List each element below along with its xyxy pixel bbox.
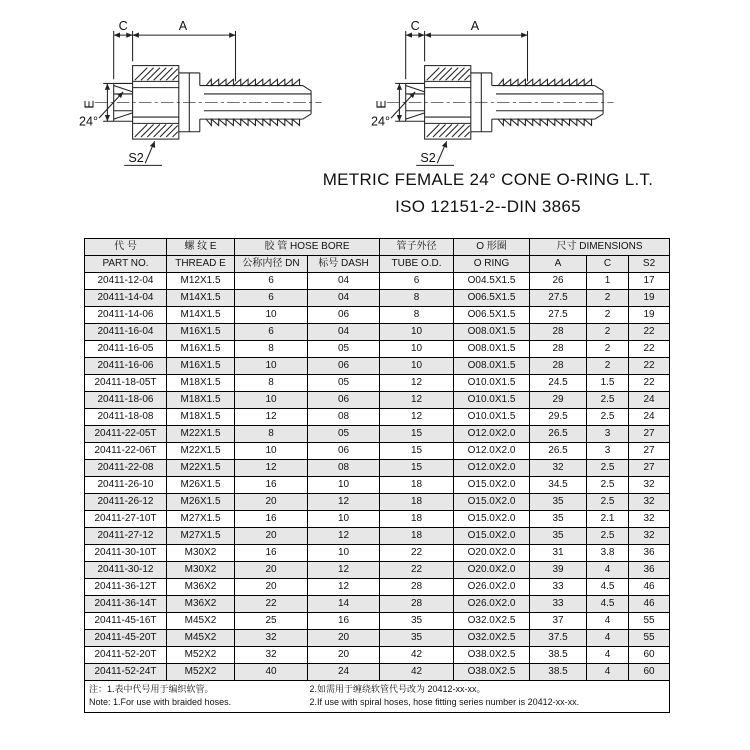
table-row bbox=[85, 358, 670, 375]
table-cell: 37 bbox=[530, 613, 587, 630]
table-cell: 29.5 bbox=[530, 409, 587, 426]
table-cell: M45X2 bbox=[167, 630, 235, 647]
table-row bbox=[85, 307, 670, 324]
table-cell: M16X1.5 bbox=[167, 324, 235, 341]
table-cell: 6 bbox=[235, 273, 308, 290]
table-cell: 20411-52-20T bbox=[85, 647, 167, 664]
table-cell: 32 bbox=[629, 511, 670, 528]
table-cell: M22X1.5 bbox=[167, 426, 235, 443]
table-cell: 27 bbox=[629, 460, 670, 477]
col-header-o-ring-cn: O 形圈 bbox=[454, 239, 530, 256]
table-cell: 06 bbox=[308, 392, 380, 409]
col-header-a: A bbox=[530, 256, 587, 273]
table-cell: M18X1.5 bbox=[167, 375, 235, 392]
table-cell: 10 bbox=[235, 358, 308, 375]
page-subtitle: ISO 12151-2--DIN 3865 bbox=[395, 197, 581, 216]
col-header-hose-bore: 胶 管 HOSE BORE bbox=[235, 239, 380, 256]
table-row bbox=[85, 579, 670, 596]
table-cell: 04 bbox=[308, 290, 380, 307]
table-cell: 35 bbox=[380, 613, 454, 630]
table-cell: 20411-30-12 bbox=[85, 562, 167, 579]
table-cell: 12 bbox=[308, 528, 380, 545]
table-cell: 27.5 bbox=[530, 307, 587, 324]
col-header-thread-cn: 螺 纹 E bbox=[167, 239, 235, 256]
table-cell: 2.1 bbox=[587, 511, 629, 528]
table-cell: 55 bbox=[629, 613, 670, 630]
table-row bbox=[85, 647, 670, 664]
table-cell: 60 bbox=[629, 647, 670, 664]
table-cell: 20411-45-20T bbox=[85, 630, 167, 647]
table-cell: 20411-52-24T bbox=[85, 664, 167, 681]
table-cell: M16X1.5 bbox=[167, 341, 235, 358]
header-row-cn bbox=[85, 239, 670, 256]
table-cell: 19 bbox=[629, 307, 670, 324]
table-cell: M27X1.5 bbox=[167, 511, 235, 528]
table-cell: 17 bbox=[629, 273, 670, 290]
table-cell: M26X1.5 bbox=[167, 477, 235, 494]
table-body bbox=[85, 273, 670, 681]
table-cell: 04 bbox=[308, 324, 380, 341]
header-row-en bbox=[85, 256, 670, 273]
table-cell: 22 bbox=[380, 562, 454, 579]
table-row bbox=[85, 375, 670, 392]
table-cell: 1 bbox=[587, 273, 629, 290]
table-cell: 46 bbox=[629, 579, 670, 596]
table-cell: 15 bbox=[380, 426, 454, 443]
table-cell: 2.5 bbox=[587, 392, 629, 409]
table-cell: 22 bbox=[629, 324, 670, 341]
table-cell: 2 bbox=[587, 307, 629, 324]
table-cell: 36 bbox=[629, 562, 670, 579]
angle-label: 24° bbox=[371, 114, 391, 129]
table-cell: 4 bbox=[587, 647, 629, 664]
table-row bbox=[85, 664, 670, 681]
table-cell: O10.0X1.5 bbox=[454, 392, 530, 409]
table-cell: 55 bbox=[629, 630, 670, 647]
table-cell: 20411-12-04 bbox=[85, 273, 167, 290]
table-cell: 20411-14-06 bbox=[85, 307, 167, 324]
table-cell: 1.5 bbox=[587, 375, 629, 392]
table-cell: O20.0X2.0 bbox=[454, 562, 530, 579]
table-cell: M30X2 bbox=[167, 545, 235, 562]
table-cell: 42 bbox=[380, 664, 454, 681]
table-cell: 29 bbox=[530, 392, 587, 409]
table-cell: 18 bbox=[380, 528, 454, 545]
table-cell: O26.0X2.0 bbox=[454, 596, 530, 613]
note-line-cn bbox=[89, 683, 665, 696]
table-cell: O08.0X1.5 bbox=[454, 324, 530, 341]
table-cell: 35 bbox=[380, 630, 454, 647]
table-cell: 27 bbox=[629, 426, 670, 443]
table-cell: O38.0X2.5 bbox=[454, 647, 530, 664]
table-cell: M52X2 bbox=[167, 647, 235, 664]
table-cell: O15.0X2.0 bbox=[454, 511, 530, 528]
table-cell: 20411-18-08 bbox=[85, 409, 167, 426]
table-cell: 24 bbox=[629, 409, 670, 426]
table-cell: 10 bbox=[308, 545, 380, 562]
table-cell: 16 bbox=[235, 477, 308, 494]
parts-table bbox=[84, 238, 670, 713]
table-cell: 20411-18-05T bbox=[85, 375, 167, 392]
table-cell: 6 bbox=[235, 290, 308, 307]
col-header-s2: S2 bbox=[629, 256, 670, 273]
table-cell: O04.5X1.5 bbox=[454, 273, 530, 290]
table-cell: 20411-16-05 bbox=[85, 341, 167, 358]
table-cell: 18 bbox=[380, 477, 454, 494]
table-cell: M30X2 bbox=[167, 562, 235, 579]
table-cell: 18 bbox=[380, 494, 454, 511]
table-cell: 28 bbox=[530, 358, 587, 375]
table-cell: 27 bbox=[629, 443, 670, 460]
table-cell: 12 bbox=[308, 579, 380, 596]
table-cell: 2 bbox=[587, 341, 629, 358]
dim-label-a: A bbox=[470, 18, 480, 33]
table-cell: 3.8 bbox=[587, 545, 629, 562]
title-block bbox=[224, 170, 750, 224]
table-cell: 06 bbox=[308, 307, 380, 324]
table-cell: 12 bbox=[380, 409, 454, 426]
table-cell: 2 bbox=[587, 290, 629, 307]
table-cell: 35 bbox=[530, 494, 587, 511]
table-cell: 32 bbox=[629, 528, 670, 545]
table-cell: 2 bbox=[587, 358, 629, 375]
table-cell: O12.0X2.0 bbox=[454, 426, 530, 443]
note-en-1: Note: 1.For use with braided hoses. bbox=[89, 697, 232, 707]
table-cell: 3 bbox=[587, 443, 629, 460]
table-cell: 24.5 bbox=[530, 375, 587, 392]
table-cell: 20411-27-12 bbox=[85, 528, 167, 545]
table-cell: M18X1.5 bbox=[167, 409, 235, 426]
table-cell: 8 bbox=[235, 375, 308, 392]
table-cell: 10 bbox=[380, 358, 454, 375]
table-row bbox=[85, 630, 670, 647]
table-cell: 05 bbox=[308, 426, 380, 443]
table-row bbox=[85, 460, 670, 477]
table-cell: 08 bbox=[308, 460, 380, 477]
table-cell: 39 bbox=[530, 562, 587, 579]
table-cell: 20411-22-08 bbox=[85, 460, 167, 477]
table-cell: 32 bbox=[235, 647, 308, 664]
table-cell: 2.5 bbox=[587, 477, 629, 494]
table-cell: 20411-18-06 bbox=[85, 392, 167, 409]
table-cell: 26 bbox=[530, 273, 587, 290]
table-cell: 20 bbox=[308, 647, 380, 664]
table-cell: 28 bbox=[380, 596, 454, 613]
table-cell: O38.0X2.5 bbox=[454, 664, 530, 681]
table-cell: O15.0X2.0 bbox=[454, 477, 530, 494]
table-cell: 28 bbox=[380, 579, 454, 596]
table-cell: 8 bbox=[235, 426, 308, 443]
table-cell: 2.5 bbox=[587, 409, 629, 426]
table-cell: M27X1.5 bbox=[167, 528, 235, 545]
table-cell: 20411-26-12 bbox=[85, 494, 167, 511]
table-cell: O10.0X1.5 bbox=[454, 375, 530, 392]
table-cell: M22X1.5 bbox=[167, 443, 235, 460]
table-row bbox=[85, 324, 670, 341]
table-cell: 10 bbox=[308, 477, 380, 494]
table-cell: 20411-36-14T bbox=[85, 596, 167, 613]
table-cell: 24 bbox=[629, 392, 670, 409]
table-cell: O12.0X2.0 bbox=[454, 443, 530, 460]
table-cell: 32 bbox=[530, 460, 587, 477]
table-cell: 2.5 bbox=[587, 528, 629, 545]
dim-label-s2: S2 bbox=[420, 151, 436, 166]
table-cell: 20411-16-04 bbox=[85, 324, 167, 341]
table-row bbox=[85, 562, 670, 579]
table-cell: 32 bbox=[235, 630, 308, 647]
table-cell: 40 bbox=[235, 664, 308, 681]
table-cell: 26.5 bbox=[530, 443, 587, 460]
table-cell: 22 bbox=[380, 545, 454, 562]
table-cell: O15.0X2.0 bbox=[454, 494, 530, 511]
table-row bbox=[85, 494, 670, 511]
table-cell: 35 bbox=[530, 528, 587, 545]
table-cell: 16 bbox=[235, 511, 308, 528]
dim-label-e: E bbox=[82, 100, 97, 109]
dim-label-a: A bbox=[178, 18, 188, 33]
note-line-en bbox=[89, 696, 665, 709]
table-cell: 12 bbox=[235, 460, 308, 477]
table-cell: O20.0X2.0 bbox=[454, 545, 530, 562]
table-cell: 20 bbox=[235, 579, 308, 596]
table-cell: 24 bbox=[308, 664, 380, 681]
table-row bbox=[85, 409, 670, 426]
table-cell: 05 bbox=[308, 375, 380, 392]
table-cell: 12 bbox=[380, 375, 454, 392]
table-cell: O12.0X2.0 bbox=[454, 460, 530, 477]
table-row bbox=[85, 511, 670, 528]
table-cell: 38.5 bbox=[530, 664, 587, 681]
table-cell: 4.5 bbox=[587, 596, 629, 613]
table-cell: 12 bbox=[380, 392, 454, 409]
table-cell: 8 bbox=[380, 290, 454, 307]
table-cell: 20411-22-06T bbox=[85, 443, 167, 460]
table-cell: 10 bbox=[380, 341, 454, 358]
table-cell: M52X2 bbox=[167, 664, 235, 681]
fitting-diagram-left bbox=[78, 16, 330, 174]
table-cell: M45X2 bbox=[167, 613, 235, 630]
table-cell: 12 bbox=[235, 409, 308, 426]
table-cell: 2 bbox=[587, 324, 629, 341]
table-cell: 4 bbox=[587, 562, 629, 579]
table-notes bbox=[85, 681, 670, 713]
table-cell: M18X1.5 bbox=[167, 392, 235, 409]
table-row bbox=[85, 477, 670, 494]
col-header-o-ring: O RING bbox=[454, 256, 530, 273]
table-row bbox=[85, 528, 670, 545]
table-cell: 22 bbox=[629, 341, 670, 358]
dim-label-c: C bbox=[410, 18, 420, 33]
note-cn-2: 2.如需用于缠绕软管代号改为 20412-xx-xx。 bbox=[309, 684, 486, 694]
table-cell: 12 bbox=[308, 494, 380, 511]
table-cell: O26.0X2.0 bbox=[454, 579, 530, 596]
table-cell: 25 bbox=[235, 613, 308, 630]
table-cell: M22X1.5 bbox=[167, 460, 235, 477]
table-cell: O08.0X1.5 bbox=[454, 358, 530, 375]
col-header-tube-od: TUBE O.D. bbox=[380, 256, 454, 273]
table-cell: 42 bbox=[380, 647, 454, 664]
table-cell: 60 bbox=[629, 664, 670, 681]
table-cell: 20411-16-06 bbox=[85, 358, 167, 375]
dim-label-c: C bbox=[118, 18, 128, 33]
table-cell: 10 bbox=[235, 443, 308, 460]
table-cell: 2.5 bbox=[587, 460, 629, 477]
table-cell: 22 bbox=[235, 596, 308, 613]
table-cell: 10 bbox=[380, 324, 454, 341]
fitting-diagram-right bbox=[370, 16, 622, 174]
table-cell: 8 bbox=[235, 341, 308, 358]
col-header-dash: 标号 DASH bbox=[308, 256, 380, 273]
table-cell: 22 bbox=[629, 375, 670, 392]
table-cell: 20 bbox=[308, 630, 380, 647]
table-cell: 14 bbox=[308, 596, 380, 613]
page-title: METRIC FEMALE 24° CONE O-RING L.T. bbox=[322, 170, 654, 189]
table-cell: M26X1.5 bbox=[167, 494, 235, 511]
table-cell: O32.0X2.5 bbox=[454, 613, 530, 630]
table-cell: 32 bbox=[629, 494, 670, 511]
table-cell: 4.5 bbox=[587, 579, 629, 596]
table-cell: 4 bbox=[587, 630, 629, 647]
table-cell: 20411-30-10T bbox=[85, 545, 167, 562]
col-header-part-no-cn: 代 号 bbox=[85, 239, 167, 256]
note-cn-1: 注：1.表中代号用于编织软管。 bbox=[89, 684, 214, 694]
col-header-tube-od-cn: 管子外径 bbox=[380, 239, 454, 256]
table-cell: 3 bbox=[587, 426, 629, 443]
table-cell: 46 bbox=[629, 596, 670, 613]
table-cell: 26.5 bbox=[530, 426, 587, 443]
col-header-part-no: PART NO. bbox=[85, 256, 167, 273]
table-cell: 06 bbox=[308, 443, 380, 460]
table-cell: 20 bbox=[235, 562, 308, 579]
table-row bbox=[85, 341, 670, 358]
table-cell: 15 bbox=[380, 460, 454, 477]
table-row bbox=[85, 392, 670, 409]
table-row bbox=[85, 290, 670, 307]
table-cell: M14X1.5 bbox=[167, 290, 235, 307]
angle-label: 24° bbox=[79, 114, 99, 129]
table-cell: O06.5X1.5 bbox=[454, 290, 530, 307]
table-cell: 15 bbox=[380, 443, 454, 460]
table-cell: 08 bbox=[308, 409, 380, 426]
table-cell: 10 bbox=[235, 307, 308, 324]
table-cell: 20411-45-16T bbox=[85, 613, 167, 630]
table-cell: 6 bbox=[235, 324, 308, 341]
table-cell: M36X2 bbox=[167, 596, 235, 613]
table-cell: 2.5 bbox=[587, 494, 629, 511]
table-cell: 20411-27-10T bbox=[85, 511, 167, 528]
table-cell: 34.5 bbox=[530, 477, 587, 494]
note-en-2: 2.If use with spiral hoses, hose fitting series number is 20412-xx-xx. bbox=[309, 697, 580, 707]
table-cell: M36X2 bbox=[167, 579, 235, 596]
table-cell: O08.0X1.5 bbox=[454, 341, 530, 358]
table-cell: 4 bbox=[587, 664, 629, 681]
table-cell: 38.5 bbox=[530, 647, 587, 664]
col-header-thread: THREAD E bbox=[167, 256, 235, 273]
table-row bbox=[85, 613, 670, 630]
table-cell: 20411-26-10 bbox=[85, 477, 167, 494]
table-cell: 27.5 bbox=[530, 290, 587, 307]
table-cell: 19 bbox=[629, 290, 670, 307]
col-header-dimensions: 尺寸 DIMENSIONS bbox=[530, 239, 670, 256]
table-cell: 31 bbox=[530, 545, 587, 562]
table-cell: 04 bbox=[308, 273, 380, 290]
table-footer bbox=[85, 681, 670, 713]
table-cell: 37.5 bbox=[530, 630, 587, 647]
table-row bbox=[85, 273, 670, 290]
table-cell: 12 bbox=[308, 562, 380, 579]
table-cell: 20 bbox=[235, 494, 308, 511]
col-header-c: C bbox=[587, 256, 629, 273]
table-cell: 8 bbox=[380, 307, 454, 324]
dim-label-s2: S2 bbox=[128, 151, 144, 166]
table-row bbox=[85, 443, 670, 460]
table-cell: 20411-14-04 bbox=[85, 290, 167, 307]
table-cell: 10 bbox=[308, 511, 380, 528]
table-cell: 05 bbox=[308, 341, 380, 358]
table-cell: O10.0X1.5 bbox=[454, 409, 530, 426]
table-cell: O06.5X1.5 bbox=[454, 307, 530, 324]
dim-label-e: E bbox=[374, 100, 389, 109]
table-cell: 10 bbox=[235, 392, 308, 409]
table-cell: 4 bbox=[587, 613, 629, 630]
table-row bbox=[85, 426, 670, 443]
table-cell: 35 bbox=[530, 511, 587, 528]
col-header-dn: 公称内径 DN bbox=[235, 256, 308, 273]
table-header bbox=[85, 239, 670, 273]
table-cell: 16 bbox=[308, 613, 380, 630]
table-cell: 20 bbox=[235, 528, 308, 545]
table-cell: 16 bbox=[235, 545, 308, 562]
table-cell: 32 bbox=[629, 477, 670, 494]
table-cell: 20411-36-12T bbox=[85, 579, 167, 596]
table-cell: 22 bbox=[629, 358, 670, 375]
table-cell: 6 bbox=[380, 273, 454, 290]
table-row bbox=[85, 545, 670, 562]
table-cell: M16X1.5 bbox=[167, 358, 235, 375]
table-cell: 36 bbox=[629, 545, 670, 562]
table-cell: 18 bbox=[380, 511, 454, 528]
table-row bbox=[85, 596, 670, 613]
table-cell: 33 bbox=[530, 579, 587, 596]
table-cell: O32.0X2.5 bbox=[454, 630, 530, 647]
table-cell: M12X1.5 bbox=[167, 273, 235, 290]
table-cell: M14X1.5 bbox=[167, 307, 235, 324]
table-cell: 28 bbox=[530, 324, 587, 341]
table-cell: 06 bbox=[308, 358, 380, 375]
table-cell: 20411-22-05T bbox=[85, 426, 167, 443]
table-cell: 28 bbox=[530, 341, 587, 358]
table-cell: 33 bbox=[530, 596, 587, 613]
table-cell: O15.0X2.0 bbox=[454, 528, 530, 545]
